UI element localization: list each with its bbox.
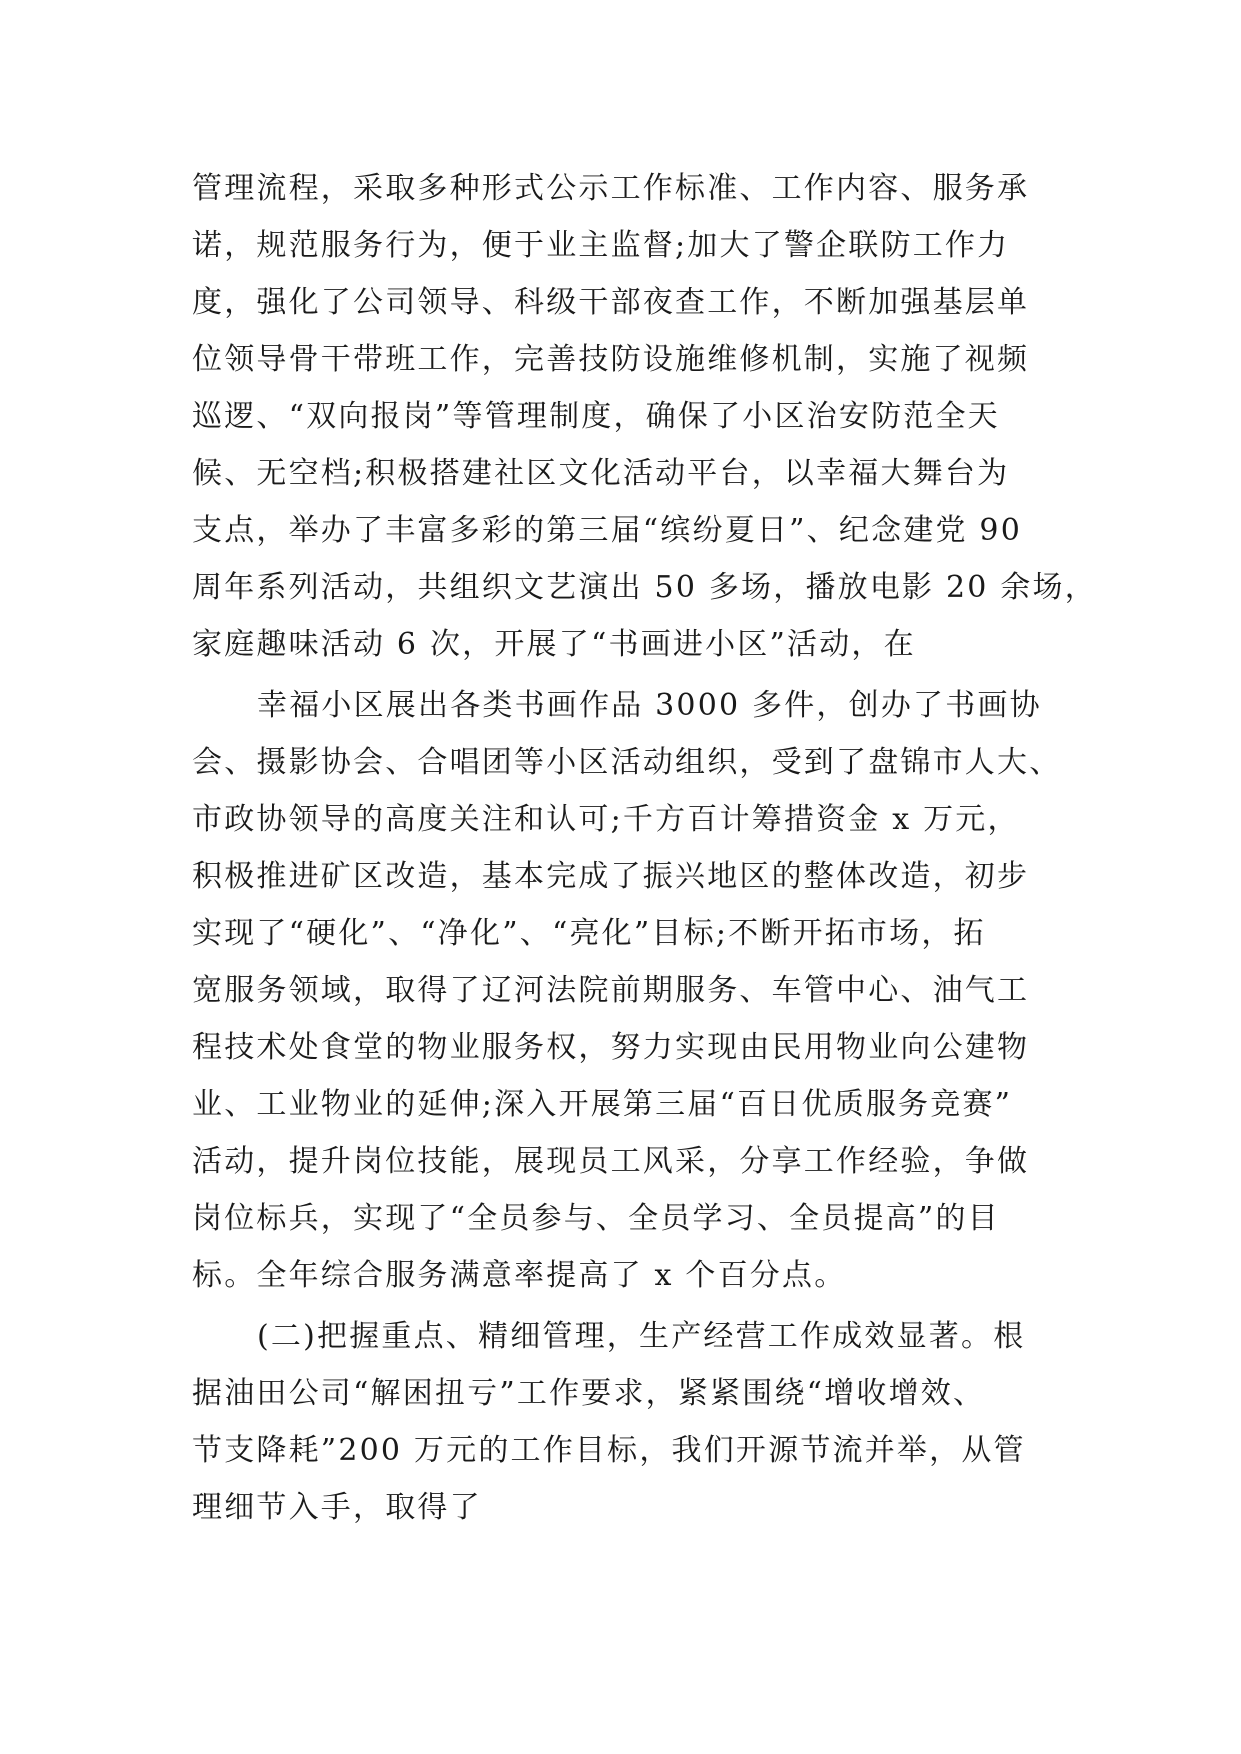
text-line: 巡逻、“双向报岗”等管理制度，确保了小区治安防范全天	[192, 399, 1000, 434]
text-line: 理细节入手，取得了	[192, 1490, 482, 1525]
text-line: 诺，规范服务行为，便于业主监督;加大了警企联防工作力	[192, 228, 1010, 263]
text-line: 活动，提升岗位技能，展现员工风采，分享工作经验，争做	[192, 1144, 1030, 1179]
document-body	[192, 160, 1097, 1536]
text-line-first: 幸福小区展出各类书画作品 3000 多件，创办了书画协	[257, 688, 1042, 723]
paragraph-3	[192, 1308, 1052, 1536]
text-line: 业、工业物业的延伸;深入开展第三届“百日优质服务竞赛”	[192, 1087, 1013, 1122]
paragraph-2	[192, 677, 1062, 1304]
text-line: 岗位标兵，实现了“全员参与、全员学习、全员提高”的目	[192, 1201, 1000, 1236]
text-line: 积极推进矿区改造，基本完成了振兴地区的整体改造，初步	[192, 859, 1030, 894]
text-line: 家庭趣味活动 6 次，开展了“书画进小区”活动，在	[192, 627, 916, 662]
text-line: 候、无空档;积极搭建社区文化活动平台，以幸福大舞台为	[192, 456, 1010, 491]
text-line-first: (二)把握重点、精细管理，生产经营工作成效显著。根	[257, 1319, 1026, 1354]
text-line: 节支降耗”200 万元的工作目标，我们开源节流并举，从管	[192, 1433, 1026, 1468]
text-line: 实现了“硬化”、“净化”、“亮化”目标;不断开拓市场，拓	[192, 916, 986, 951]
text-line: 位领导骨干带班工作，完善技防设施维修机制，实施了视频	[192, 342, 1030, 377]
text-line: 会、摄影协会、合唱团等小区活动组织，受到了盘锦市人大、	[192, 745, 1062, 780]
paragraph-1	[192, 160, 1097, 673]
text-line: 程技术处食堂的物业服务权，努力实现由民用物业向公建物	[192, 1030, 1030, 1065]
text-line: 管理流程，采取多种形式公示工作标准、工作内容、服务承	[192, 171, 1030, 206]
text-line: 市政协领导的高度关注和认可;千方百计筹措资金 x 万元，	[192, 802, 1020, 837]
text-line: 据油田公司“解困扭亏”工作要求，紧紧围绕“增收增效、	[192, 1376, 986, 1411]
text-line: 周年系列活动，共组织文艺演出 50 多场，播放电影 20 余场，	[192, 570, 1097, 605]
text-line: 宽服务领域，取得了辽河法院前期服务、车管中心、油气工	[192, 973, 1030, 1008]
text-line: 标。全年综合服务满意率提高了 x 个百分点。	[192, 1258, 847, 1293]
text-line: 度，强化了公司领导、科级干部夜查工作，不断加强基层单	[192, 285, 1030, 320]
text-line: 支点，举办了丰富多彩的第三届“缤纷夏日”、纪念建党 90	[192, 513, 1022, 548]
